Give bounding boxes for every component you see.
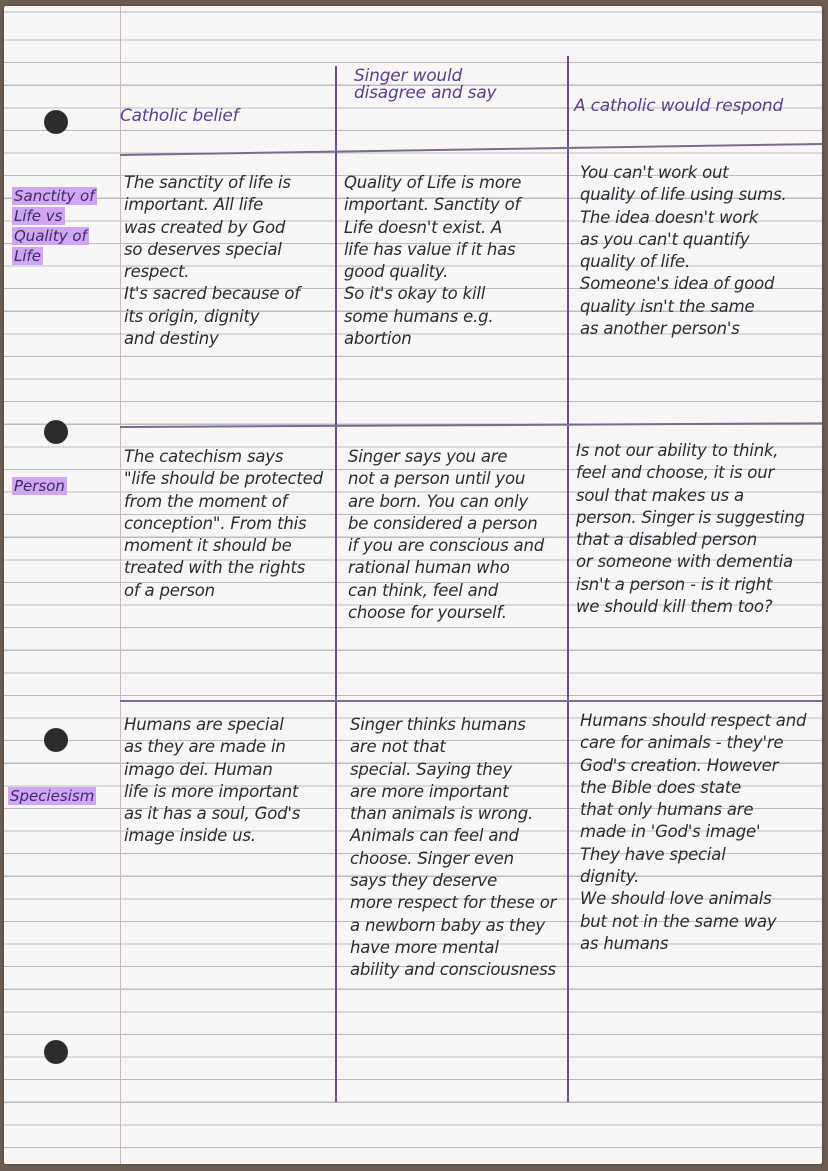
header-catholic-response: A catholic would respond — [574, 96, 784, 116]
cell-r3-response: Humans should respect and care for animals - they're God's creation. However the Bible does state that only humans are made in 'God's image' They have special dignity. We should love animals but not in the same way as humans — [580, 711, 807, 953]
row-label-sanctity: Sanctity of Life vs Quality of Life — [14, 187, 95, 265]
row-label-speciesism: Speciesism — [10, 787, 95, 805]
margin-line — [120, 6, 121, 1164]
column-divider-1 — [335, 66, 337, 1102]
cell-r3-catholic: Humans are special as they are made in imago dei. Human life is more important as it has a soul, God's image inside us. — [124, 715, 301, 846]
punch-hole-2 — [44, 420, 68, 444]
header-row-divider — [120, 143, 822, 156]
punch-hole-4 — [44, 1040, 68, 1064]
header-singer: Singer would disagree and say — [354, 66, 497, 103]
cell-r2-singer: Singer says you are not a person until you are born. You can only be considered a person if you are conscious and rational human who can think, feel and choose for yourself. — [348, 447, 545, 623]
row-divider-2 — [120, 700, 822, 702]
cell-r1-singer: Quality of Life is more important. Sanctity of Life doesn't exist. A life has value if it has good quality. So it's okay to kill some humans e.g. abortion — [344, 173, 522, 349]
header-catholic-belief: Catholic belief — [120, 106, 239, 126]
cell-r2-catholic: The catechism says "life should be protected from the moment of conception". From this moment it should be treated with the rights of a person — [124, 447, 323, 600]
column-divider-2 — [567, 56, 569, 1102]
cell-r3-singer: Singer thinks humans are not that special. Saying they are more important than animals is wrong. Animals can feel and choose. Singer even says they deserve more respect for these or a newborn baby as they have more mental ability and consciousness — [350, 715, 557, 980]
row-label-person: Person — [14, 477, 65, 495]
punch-hole-3 — [44, 728, 68, 752]
cell-r1-catholic: The sanctity of life is important. All life was created by God so deserves special respect. It's sacred because of its origin, dignity and destiny — [124, 173, 300, 349]
notebook-page — [4, 6, 822, 1164]
cell-r1-response: You can't work out quality of life using sums. The idea doesn't work as you can't quantify quality of life. Someone's idea of good quality isn't the same as another person's — [580, 163, 787, 339]
row-divider-1 — [120, 422, 822, 428]
punch-hole-1 — [44, 110, 68, 134]
cell-r2-response: Is not our ability to think, feel and choose, it is our soul that makes us a person. Singer is suggesting that a disabled person or someone with dementia isn't a person - is it right we should kill them too? — [576, 441, 805, 617]
